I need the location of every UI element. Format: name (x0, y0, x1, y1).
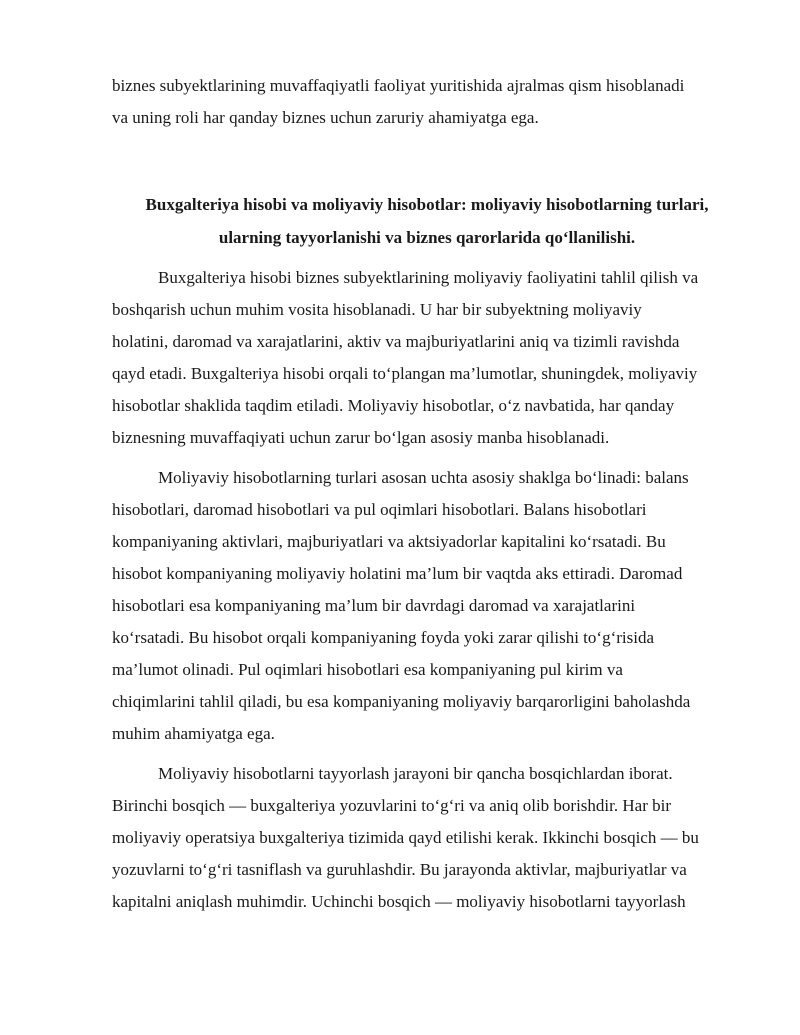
text-line: yozuvlarni to‘g‘ri tasniflash va guruhlashdir. Bu jarayonda aktivlar, majburiyatlar va (112, 860, 687, 879)
text-line: hisobotlari, daromad hisobotlari va pul oqimlari hisobotlari. Balans hisobotlari (112, 500, 647, 519)
body-paragraph-1 (112, 262, 742, 454)
text-line: boshqarish uchun muhim vosita hisoblanadi. U har bir subyektning moliyaviy (112, 300, 642, 319)
text-line: hisobotlari esa kompaniyaning ma’lum bir davrdagi daromad va xarajatlarini (112, 596, 636, 615)
text-line: kapitalni aniqlash muhimdir. Uchinchi bosqich — moliyaviy hisobotlarni tayyorlash (112, 892, 686, 911)
text-line: Moliyaviy hisobotlarning turlari asosan uchta asosiy shaklga bo‘linadi: balans (158, 468, 689, 487)
section-heading (112, 188, 742, 254)
text-line: muhim ahamiyatga ega. (112, 724, 275, 743)
body-paragraph-3 (112, 758, 742, 918)
text-line: chiqimlarini tahlil qiladi, bu esa kompaniyaning moliyaviy barqarorligini baholashda (112, 692, 691, 711)
text-line: hisobot kompaniyaning moliyaviy holatini ma’lum bir vaqtda aks ettiradi. Daromad (112, 564, 683, 583)
text-line: kompaniyaning aktivlari, majburiyatlari va aktsiyadorlar kapitalini ko‘rsatadi. Bu (112, 532, 666, 551)
heading-line: Buxgalteriya hisobi va moliyaviy hisobotlar: moliyaviy hisobotlarning turlari, (145, 195, 709, 214)
text-line: Birinchi bosqich — buxgalteriya yozuvlarini to‘g‘ri va aniq olib borishdir. Har bir (112, 796, 671, 815)
document-page (112, 70, 742, 918)
intro-paragraph (112, 70, 742, 134)
text-line: ko‘rsatadi. Bu hisobot orqali kompaniyaning foyda yoki zarar qilishi to‘g‘risida (112, 628, 654, 647)
text-line: Moliyaviy hisobotlarni tayyorlash jarayoni bir qancha bosqichlardan iborat. (158, 764, 673, 783)
text-line: ma’lumot olinadi. Pul oqimlari hisobotlari esa kompaniyaning pul kirim va (112, 660, 623, 679)
text-line: Buxgalteriya hisobi biznes subyektlarining moliyaviy faoliyatini tahlil qilish va (158, 268, 699, 287)
body-paragraph-2 (112, 462, 742, 750)
text-line: moliyaviy operatsiya buxgalteriya tizimida qayd etilishi kerak. Ikkinchi bosqich — bu (112, 828, 699, 847)
text-line: biznes subyektlarining muvaffaqiyatli faoliyat yuritishida ajralmas qism hisoblanadi (112, 76, 685, 95)
text-line: hisobotlar shaklida taqdim etiladi. Moliyaviy hisobotlar, o‘z navbatida, har qanday (112, 396, 675, 415)
heading-line: ularning tayyorlanishi va biznes qarorlarida qo‘llanilishi. (218, 228, 636, 247)
text-line: biznesning muvaffaqiyati uchun zarur bo‘lgan asosiy manba hisoblanadi. (112, 428, 610, 447)
text-line: va uning roli har qanday biznes uchun zaruriy ahamiyatga ega. (112, 108, 539, 127)
text-line: qayd etadi. Buxgalteriya hisobi orqali to‘plangan ma’lumotlar, shuningdek, moliyaviy (112, 364, 698, 383)
text-line: holatini, daromad va xarajatlarini, aktiv va majburiyatlarini aniq va tizimli ravishda (112, 332, 680, 351)
